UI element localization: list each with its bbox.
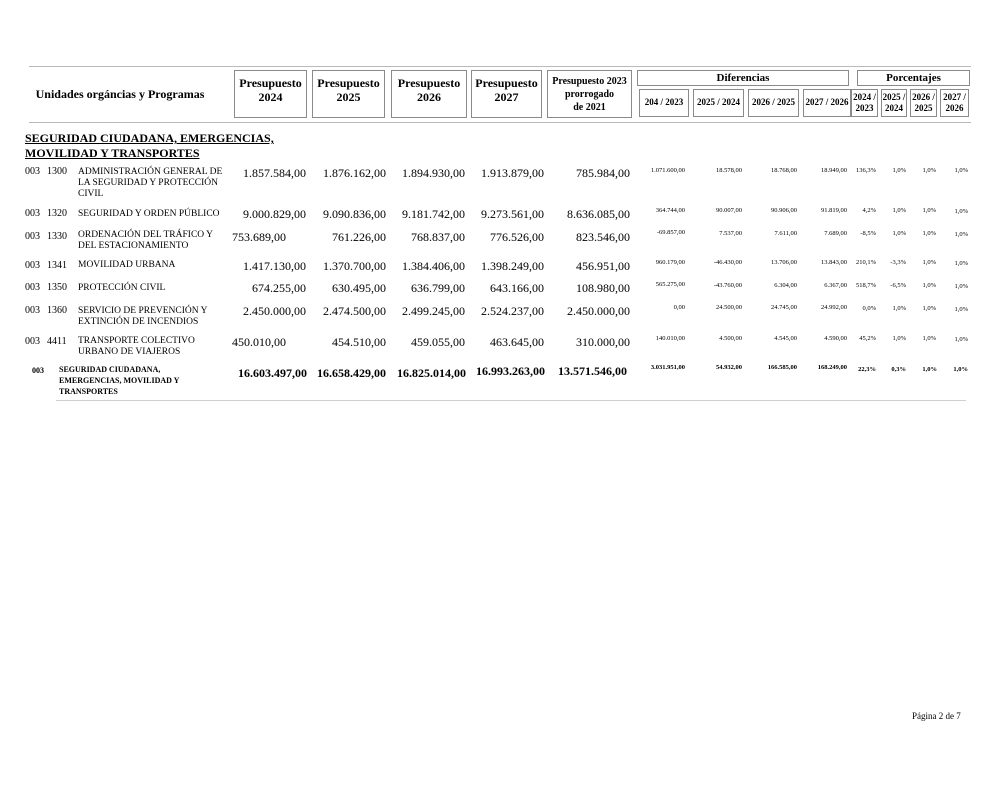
total-prorrogado: 13.571.546,00 [558, 364, 627, 378]
unit-code: 003 [25, 208, 40, 219]
value-2024: 674.255,00 [252, 281, 306, 295]
diff-0: 364.744,00 [655, 207, 685, 214]
value-2024: 753.689,00 [232, 230, 286, 244]
diff-3: 4.590,00 [824, 335, 847, 342]
pct-col-header-0 [849, 92, 880, 114]
diff-0: 140.010,00 [655, 335, 685, 342]
col-header-line2: 2025 [336, 90, 361, 104]
total-diff-0: 3.031.951,00 [650, 364, 685, 371]
value-prorrogado: 2.450.000,00 [567, 304, 630, 318]
diff-0: 0,00 [673, 304, 685, 311]
pct-col-header-3 [939, 92, 970, 114]
pct-3: 1,0% [954, 231, 968, 238]
value-2027: 1.913.879,00 [481, 166, 544, 180]
diff-3: 7.689,00 [824, 230, 847, 237]
col-header-line2: 2024 [258, 90, 283, 104]
total-pct-3: 1,0% [953, 366, 968, 373]
section-title [25, 131, 325, 161]
pct-col-line-a: 2026 / [912, 92, 935, 102]
total-name: SEGURIDAD CIUDADANA, EMERGENCIAS, MOVILIDAD Y TRANSPORTES [59, 365, 180, 396]
pct-1: -3,3% [890, 259, 906, 266]
diff-1: -46.430,00 [713, 259, 742, 266]
diff-2: 90.906,00 [771, 207, 797, 214]
section-title-line1: SEGURIDAD CIUDADANA, EMERGENCIAS, [25, 131, 274, 145]
diff-2: 7.611,00 [774, 230, 797, 237]
program-name: TRANSPORTE COLECTIVO URBANO DE VIAJEROS [78, 336, 195, 357]
pct-0: 136,3% [855, 167, 876, 174]
value-2027: 776.526,00 [490, 230, 544, 244]
diff-3: 24.992,00 [821, 304, 847, 311]
col-header-line1: Presupuesto [239, 76, 302, 90]
value-2026: 636.799,00 [411, 281, 465, 295]
pct-2: 1,0% [922, 167, 936, 174]
total-diff-1: 54.932,00 [716, 364, 742, 371]
diff-col-header-3: 2027 / 2026 [805, 97, 849, 107]
value-2024: 1.417.130,00 [243, 259, 306, 273]
value-2027: 1.398.249,00 [481, 259, 544, 273]
col-2027-header [471, 76, 542, 104]
prorrogado-line2: prorrogado [564, 89, 615, 100]
program-code: 1350 [47, 282, 67, 293]
total-unit-code: 003 [32, 366, 44, 375]
value-2025: 630.495,00 [332, 281, 386, 295]
program-name: ADMINISTRACIÓN GENERAL DE LA SEGURIDAD Y PROTECCIÓN CIVIL [78, 167, 223, 199]
diff-0: -69.857,00 [656, 229, 685, 236]
table-bottom-rule [56, 400, 966, 401]
pct-0: 4,2% [862, 207, 876, 214]
value-prorrogado: 823.546,00 [576, 230, 630, 244]
total-2025: 16.658.429,00 [317, 366, 386, 380]
program-name: MOVILIDAD URBANA [78, 260, 176, 270]
page-number: Página 2 de 7 [912, 711, 961, 721]
pct-3: 1,0% [954, 283, 968, 290]
total-pct-1: 0,3% [891, 366, 906, 373]
program-name: ORDENACIÓN DEL TRÁFICO Y DEL ESTACIONAMIENTO [78, 230, 213, 251]
value-prorrogado: 8.636.085,00 [567, 207, 630, 221]
value-2027: 643.166,00 [490, 281, 544, 295]
program-code: 1300 [47, 166, 67, 177]
diff-0: 1.071.600,00 [650, 167, 685, 174]
pct-0: 210,1% [855, 259, 876, 266]
header-bottom-rule [29, 122, 971, 123]
diff-1: 18.578,00 [716, 167, 742, 174]
pct-3: 1,0% [954, 260, 968, 267]
pct-col-line-a: 2024 / [853, 92, 876, 102]
diff-1: 24.500,00 [716, 304, 742, 311]
pct-col-line-b: 2024 [885, 103, 903, 113]
diferencias-title: Diferencias [716, 72, 770, 84]
value-2025: 454.510,00 [332, 335, 386, 349]
program-code: 1320 [47, 208, 67, 219]
diff-3: 6.367,00 [824, 282, 847, 289]
program-code: 4411 [47, 336, 67, 347]
diff-1: -43.760,00 [713, 282, 742, 289]
col-header-line2: 2027 [494, 90, 519, 104]
value-2025: 2.474.500,00 [323, 304, 386, 318]
col-header-line1: Presupuesto [317, 76, 380, 90]
unit-code: 003 [25, 166, 40, 177]
value-2025: 9.090.836,00 [323, 207, 386, 221]
pct-0: 0,0% [862, 305, 876, 312]
program-code: 1330 [47, 231, 67, 242]
diff-2: 4.545,00 [774, 335, 797, 342]
diff-3: 18.949,00 [821, 167, 847, 174]
top-rule [29, 66, 971, 67]
diff-2: 24.745,00 [771, 304, 797, 311]
diff-3: 91.819,00 [821, 207, 847, 214]
value-2025: 761.226,00 [332, 230, 386, 244]
value-2027: 2.524.237,00 [481, 304, 544, 318]
value-2025: 1.876.162,00 [323, 166, 386, 180]
pct-col-line-b: 2023 [855, 103, 874, 113]
prorrogado-line1: Presupuesto 2023 [552, 76, 627, 87]
porcentajes-title: Porcentajes [886, 72, 941, 84]
total-2024: 16.603.497,00 [238, 366, 307, 380]
value-prorrogado: 310.000,00 [576, 335, 630, 349]
value-2026: 459.055,00 [411, 335, 465, 349]
prorrogado-line3: de 2021 [573, 102, 606, 113]
value-2027: 9.273.561,00 [481, 207, 544, 221]
pct-2: 1,0% [922, 230, 936, 237]
total-2026: 16.825.014,00 [397, 366, 466, 380]
total-diff-3: 168.249,00 [817, 364, 847, 371]
col-2026-header [391, 76, 467, 104]
col-header-line2: 2026 [417, 90, 441, 104]
value-2026: 1.384.406,00 [402, 259, 465, 273]
pct-col-line-a: 2027 / [943, 92, 966, 102]
value-2025: 1.370.700,00 [323, 259, 386, 273]
pct-col-line-b: 2026 [945, 103, 964, 113]
pct-2: 1,0% [922, 282, 936, 289]
value-prorrogado: 456.951,00 [576, 259, 630, 273]
diff-2: 6.304,00 [774, 282, 797, 289]
pct-col-line-a: 2025 / [882, 92, 906, 102]
pct-1: -6,5% [890, 282, 906, 289]
total-pct-2: 1,0% [922, 366, 937, 373]
unit-code: 003 [25, 282, 40, 293]
pct-2: 1,0% [922, 259, 936, 266]
value-2024: 1.857.584,00 [243, 166, 306, 180]
program-code: 1360 [47, 305, 67, 316]
pct-col-header-1 [879, 92, 909, 114]
diff-1: 7.537,00 [719, 230, 742, 237]
pct-2: 1,0% [922, 335, 936, 342]
diff-col-header-0: 204 / 2023 [644, 97, 684, 107]
diff-0: 960.179,00 [655, 259, 685, 266]
value-2027: 463.645,00 [490, 335, 544, 349]
value-2024: 2.450.000,00 [243, 304, 306, 318]
diff-col-header-1: 2025 / 2024 [696, 97, 740, 107]
program-name: SERVICIO DE PREVENCIÓN Y EXTINCIÓN DE INCENDIOS [78, 306, 208, 327]
value-prorrogado: 785.984,00 [576, 166, 630, 180]
pct-2: 1,0% [922, 305, 936, 312]
total-pct-0: 22,3% [858, 366, 876, 373]
unit-code: 003 [25, 336, 40, 347]
value-2026: 2.499.245,00 [402, 304, 465, 318]
value-2024: 9.000.829,00 [243, 207, 306, 221]
diff-3: 13.843,00 [821, 259, 847, 266]
section-title-line2: MOVILIDAD Y TRANSPORTES [25, 146, 200, 160]
value-2024: 450.010,00 [232, 335, 286, 349]
diff-2: 18.768,00 [771, 167, 797, 174]
pct-1: 1,0% [892, 335, 906, 342]
col-header-line1: Presupuesto [397, 76, 461, 90]
pct-0: 518,7% [855, 282, 876, 289]
pct-3: 1,0% [954, 208, 968, 215]
diff-1: 90.007,00 [716, 207, 742, 214]
program-code: 1341 [47, 260, 67, 271]
diff-2: 13.706,00 [771, 259, 797, 266]
pct-col-header-2 [908, 92, 939, 114]
col-prorrogado-header [547, 75, 632, 114]
pct-3: 1,0% [954, 336, 968, 343]
col-header-line1: Presupuesto [475, 76, 538, 90]
pct-2: 1,0% [922, 207, 936, 214]
pct-1: 1,0% [892, 167, 906, 174]
diff-col-header-2: 2026 / 2025 [751, 97, 795, 107]
diff-1: 4.500,00 [719, 335, 742, 342]
pct-1: 1,0% [892, 230, 906, 237]
unit-code: 003 [25, 260, 40, 271]
units-programs-label: Unidades orgáncias y Programas [35, 87, 205, 101]
unit-code: 003 [25, 305, 40, 316]
pct-1: 1,0% [892, 305, 906, 312]
pct-col-line-b: 2025 [914, 103, 933, 113]
diff-0: 565.275,00 [655, 281, 685, 288]
unit-code: 003 [25, 231, 40, 242]
value-prorrogado: 108.980,00 [576, 281, 630, 295]
total-2027: 16.993.263,00 [476, 364, 545, 378]
col-2025-header [312, 76, 385, 104]
col-2024-header [234, 76, 307, 104]
pct-0: -8,5% [860, 230, 876, 237]
program-name: SEGURIDAD Y ORDEN PÚBLICO [78, 209, 220, 219]
value-2026: 768.837,00 [411, 230, 465, 244]
total-diff-2: 166.585,00 [767, 364, 797, 371]
value-2026: 9.181.742,00 [402, 207, 465, 221]
value-2026: 1.894.930,00 [402, 166, 465, 180]
pct-1: 1,0% [892, 207, 906, 214]
pct-3: 1,0% [954, 306, 968, 313]
program-name: PROTECCIÓN CIVIL [78, 283, 166, 293]
pct-3: 1,0% [954, 167, 968, 174]
pct-0: 45,2% [859, 335, 876, 342]
